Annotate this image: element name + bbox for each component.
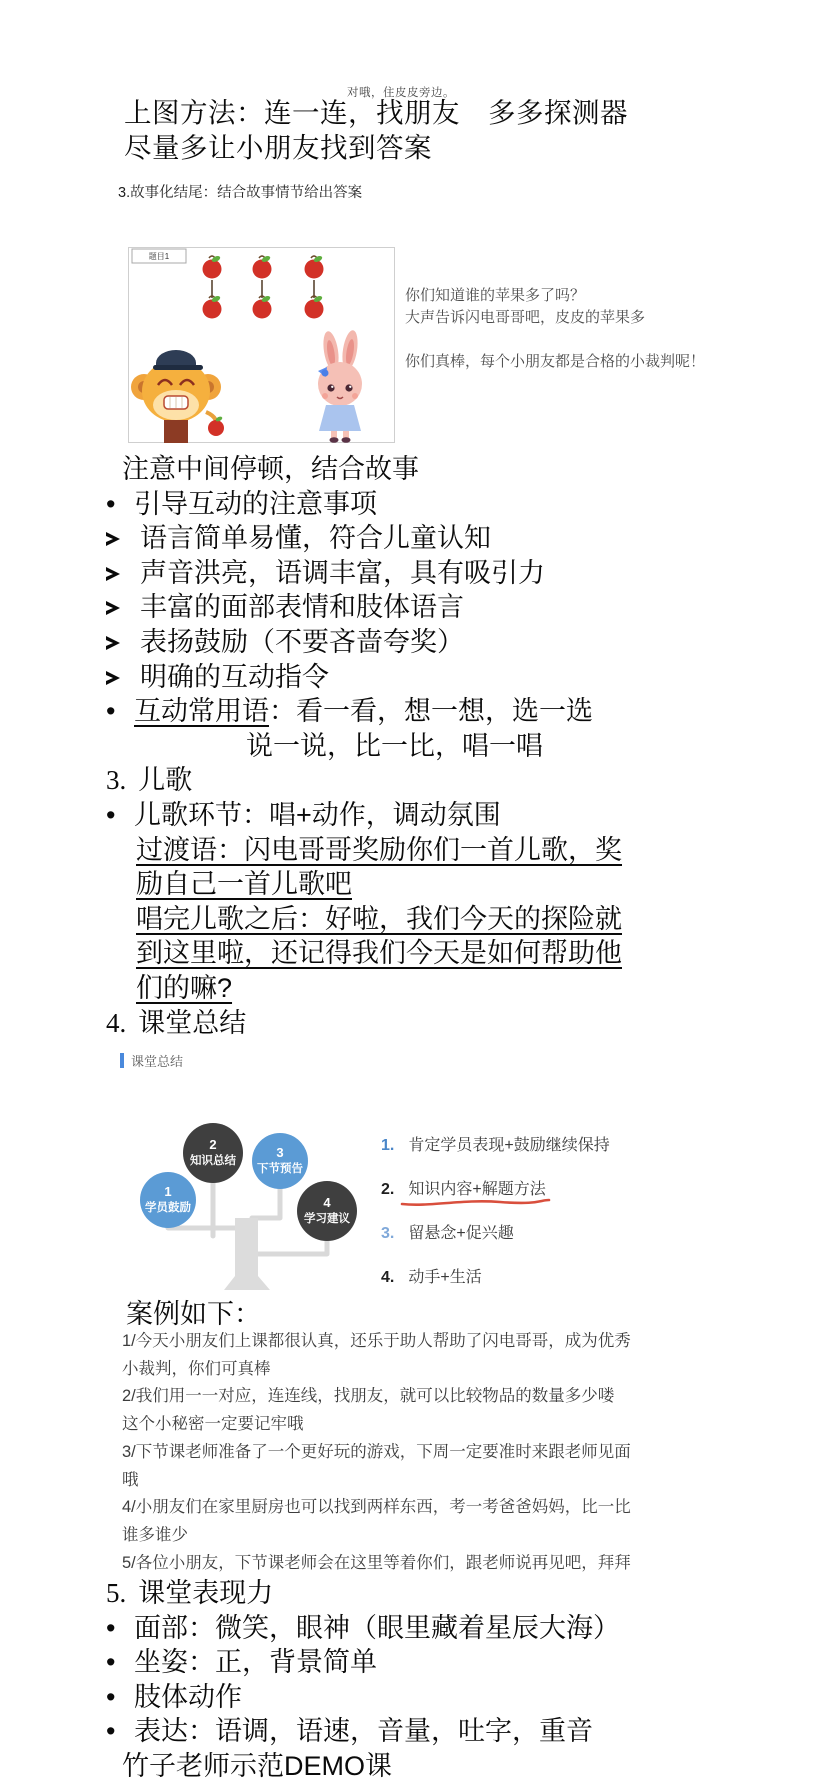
node-circle-2 — [183, 1123, 243, 1183]
arrow-bullet-icon — [106, 635, 123, 651]
svg-text:3: 3 — [276, 1145, 284, 1160]
summary-point: 3. 留悬念+促兴趣 — [381, 1225, 514, 1242]
page-title-line2: 尽量多让小朋友找到答案 — [124, 132, 432, 163]
bullet-item — [0, 1645, 828, 1680]
phrase-text: ：看一看，想一想，选一选 — [269, 696, 593, 727]
bullet-text: 引导互动的注意事项 — [134, 488, 377, 519]
cases-heading: 案例如下： — [126, 1299, 261, 1329]
top-annotation: 对哦，住皮皮旁边。 — [347, 87, 455, 99]
arrow-text: 声音洪亮，语调丰富，具有吸引力 — [140, 557, 545, 588]
story-ending-note: 3.故事化结尾：结合故事情节给出答案 — [118, 185, 363, 201]
page-title-line1: 上图方法：连一连，找朋友 多多探测器 — [124, 97, 628, 128]
section-number: 3. — [106, 765, 127, 796]
arrow-item — [0, 660, 828, 695]
underlined-script-line: 到这里啦，还记得我们今天是如何帮助他 — [136, 938, 622, 969]
section-number: 5. — [106, 1578, 127, 1608]
story-card-illustration — [128, 247, 395, 443]
bullet-icon — [106, 1645, 134, 1680]
arrow-item — [0, 625, 828, 660]
bullet-text: 表达：语调，语速，音量，吐字，重音 — [134, 1716, 593, 1747]
note-line: 注意中间停顿，结合故事 — [122, 454, 419, 484]
section-heading-expressiveness — [0, 1576, 828, 1611]
bullet-text: 肢体动作 — [134, 1681, 242, 1712]
tag-label: 课堂总结 — [131, 1054, 184, 1069]
dialog-line: 你们真棒，每个小朋友都是合格的小裁判呢！ — [405, 353, 706, 370]
arrow-item — [0, 556, 828, 591]
bullet-icon — [106, 1680, 134, 1715]
case-line: 这个小秘密一定要记牢哦 — [122, 1415, 304, 1434]
tag-bar-icon — [120, 1053, 124, 1068]
svg-text:4: 4 — [323, 1195, 331, 1210]
case-line: 1/今天小朋友们上课都很认真，还乐于助人帮助了闪电哥哥，成为优秀 — [122, 1332, 631, 1350]
arrow-text: 语言简单易懂，符合儿童认知 — [140, 523, 491, 554]
section-number: 4. — [106, 1007, 127, 1038]
bullet-icon — [106, 487, 134, 522]
summary-tree-diagram — [112, 1116, 372, 1296]
dialog-line: 大声告诉闪电哥哥吧，皮皮的苹果多 — [405, 309, 646, 326]
svg-text:知识总结: 知识总结 — [190, 1155, 236, 1167]
bullet-item — [0, 694, 828, 729]
underlined-script-line: 们的嘛? — [136, 972, 233, 1003]
bullet-text: 儿歌环节：唱+动作，调动氛围 — [134, 799, 501, 830]
arrow-bullet-icon — [106, 531, 123, 547]
summary-point: 4. 动手+生活 — [381, 1269, 482, 1286]
question-tag: 题目1 — [148, 252, 170, 261]
bullet-icon — [106, 694, 134, 729]
svg-text:学习建议: 学习建议 — [304, 1213, 350, 1225]
svg-text:下节预告: 下节预告 — [257, 1163, 303, 1175]
underlined-script-line: 过渡语：闪电哥哥奖励你们一首儿歌，奖 — [136, 834, 622, 865]
bullet-item — [0, 1611, 828, 1646]
section-title: 课堂总结 — [138, 1007, 247, 1038]
svg-text:学员鼓励: 学员鼓励 — [145, 1202, 191, 1214]
arrow-item — [0, 590, 828, 625]
node-circle-3 — [252, 1133, 308, 1189]
arrow-item — [0, 521, 828, 556]
phrase-continuation: 说一说，比一比，唱一唱 — [246, 730, 543, 761]
bullet-text: 面部：微笑，眼神（眼里藏着星辰大海） — [134, 1612, 620, 1643]
bullet-item — [0, 798, 828, 833]
case-line: 哦 — [122, 1470, 139, 1489]
expressiveness-block — [0, 1576, 828, 1784]
red-marker-underline — [400, 1196, 552, 1208]
arrow-bullet-icon — [106, 670, 123, 686]
section-heading-song — [0, 763, 828, 798]
underlined-script-line: 唱完儿歌之后：好啦，我们今天的探险就 — [136, 903, 622, 934]
case-lines-block — [0, 1328, 828, 1577]
section-title: 课堂表现力 — [138, 1578, 274, 1608]
svg-text:1: 1 — [164, 1184, 172, 1199]
svg-text:2: 2 — [209, 1137, 217, 1152]
case-line: 谁多谁少 — [122, 1525, 188, 1544]
summary-point: 2. 知识内容+解题方法 — [381, 1181, 546, 1198]
case-line: 小裁判，你们可真棒 — [122, 1359, 271, 1378]
node-circle-1 — [140, 1172, 196, 1228]
summary-point: 1. 肯定学员表现+鼓励继续保持 — [381, 1137, 610, 1154]
bullet-item — [0, 1680, 828, 1715]
case-line: 3/下节课老师准备了一个更好玩的游戏，下周一定要准时来跟老师见面 — [122, 1442, 631, 1461]
footer-line: 竹子老师示范DEMO课 — [122, 1750, 392, 1781]
arrow-bullet-icon — [106, 600, 123, 616]
section-title: 儿歌 — [138, 765, 193, 796]
case-line: 5/各位小朋友，下节课老师会在这里等着你们，跟老师说再见吧，拜拜 — [122, 1553, 631, 1572]
bullet-item — [0, 1714, 828, 1749]
arrow-text: 表扬鼓励（不要吝啬夸奖） — [140, 626, 464, 657]
arrow-text: 明确的互动指令 — [140, 661, 329, 692]
bullet-text: 坐姿：正，背景简单 — [134, 1647, 377, 1678]
page-title — [124, 95, 764, 165]
bullet-icon — [106, 798, 134, 833]
case-line: 4/小朋友们在家里厨房也可以找到两样东西，考一考爸爸妈妈，比一比 — [122, 1498, 631, 1517]
bullet-icon — [106, 1611, 134, 1646]
bullet-icon — [106, 1714, 134, 1749]
case-line: 2/我们用一一对应，连连线，找朋友，就可以比较物品的数量多少喽 — [122, 1387, 615, 1406]
node-circle-4 — [297, 1181, 357, 1241]
dialog-line: 你们知道谁的苹果多了吗？ — [405, 287, 586, 304]
arrow-bullet-icon — [106, 566, 123, 582]
arrow-text: 丰富的面部表情和肢体语言 — [140, 592, 464, 623]
section-heading-summary — [0, 1006, 828, 1041]
interaction-notes-block — [0, 452, 828, 1040]
underlined-script-line: 励自己一首儿歌吧 — [136, 869, 352, 900]
section-tag — [120, 1051, 183, 1070]
phrase-label: 互动常用语 — [134, 696, 269, 727]
bullet-item — [0, 487, 828, 522]
